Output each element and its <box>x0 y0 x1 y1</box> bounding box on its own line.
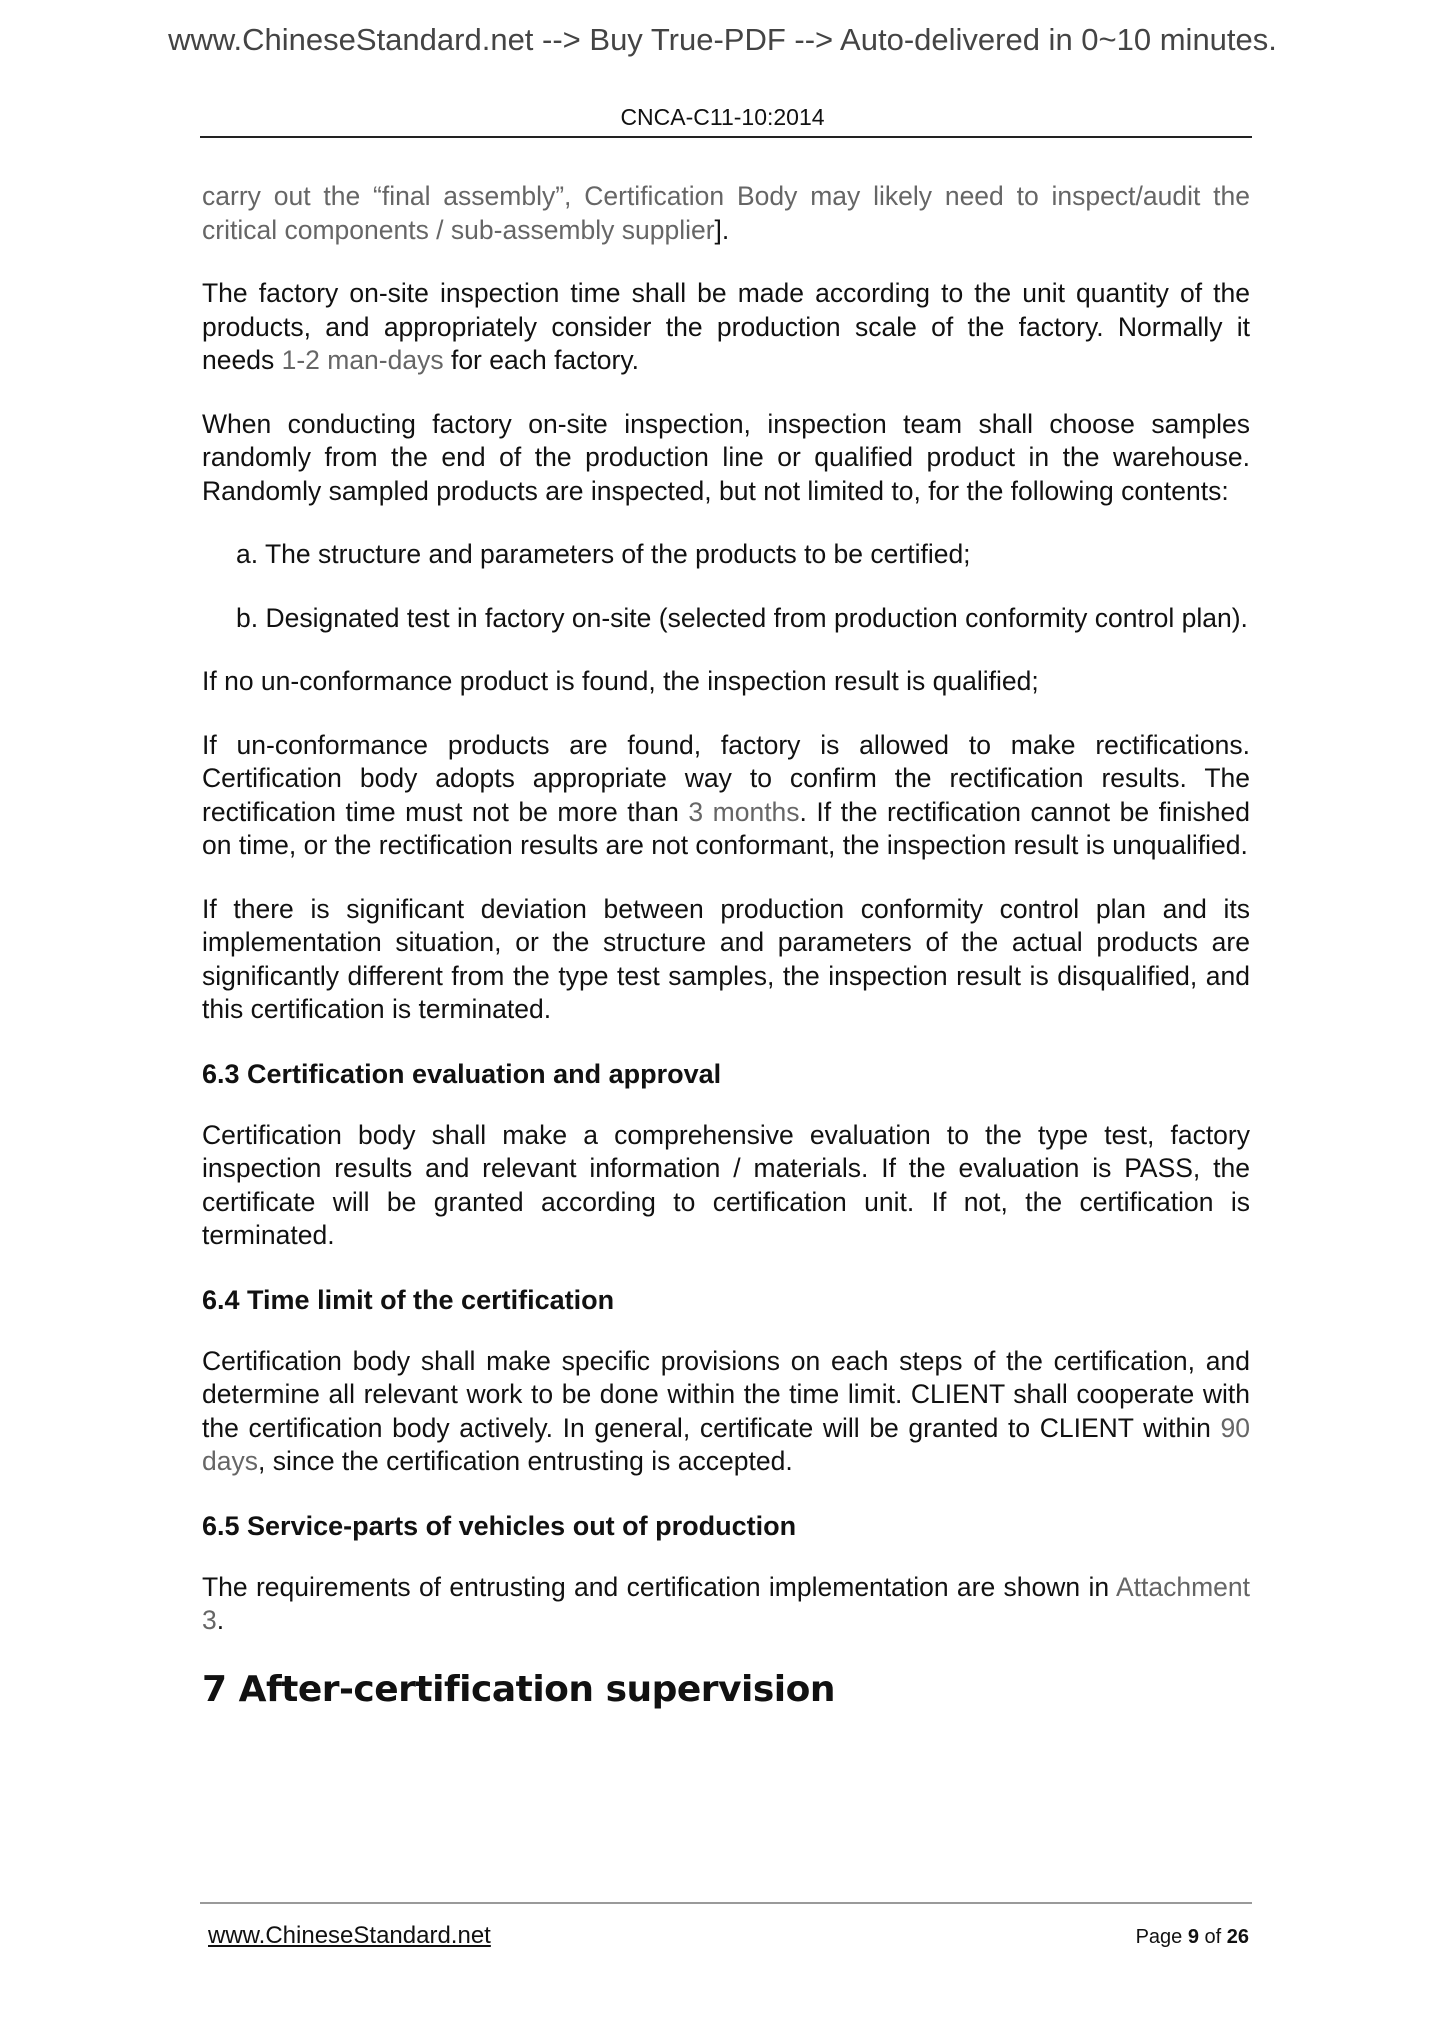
paragraph-text: If un-conformance products are found, factory is allowed to make rectifications. Certification body adopts appropriate way to confirm the rectification results. The rectification time must not be more than <box>202 729 1250 827</box>
section-heading-6-5: 6.5 Service-parts of vehicles out of production <box>202 1510 797 1541</box>
list-item-a: a. The structure and parameters of the products to be certified; <box>236 539 971 569</box>
page-current: 9 <box>1187 1926 1199 1948</box>
paragraph-time-limit <box>202 1345 1250 1479</box>
highlight-man-days: 1-2 man-days <box>281 345 444 375</box>
paragraph-rectification <box>202 729 1250 863</box>
page-of-label: of <box>1198 1926 1227 1948</box>
list-item-b: b. Designated test in factory on-site (selected from production conformity control plan). <box>236 602 1248 633</box>
paragraph-text: , since the certification entrusting is accepted. <box>257 1446 793 1476</box>
section-heading-6-3: 6.3 Certification evaluation and approval <box>202 1058 722 1089</box>
paragraph-qualified: If no un-conformance product is found, the inspection result is qualified; <box>202 666 1039 696</box>
highlight-3-months: 3 months <box>688 796 800 827</box>
paragraph-text: Certification body shall make specific provisions on each steps of the certification, and determine all relevant work to be done within the time limit. CLIENT shall cooperate with the certification body actively. In general, certificate will be granted to CLIENT within <box>202 1345 1250 1443</box>
section-heading-6-4: 6.4 Time limit of the certification <box>202 1284 615 1315</box>
paragraph-text: . If the rectification cannot be finished on time, or the rectification results are not conformant, the inspection result is unqualified. <box>202 796 1250 860</box>
paragraph-sampling: When conducting factory on-site inspection, inspection team shall choose samples randomly from the end of the production line or qualified product in the warehouse. Randomly sampled products are inspected, but not limited to, for the following contents: <box>202 408 1250 506</box>
paragraph-service-parts <box>202 1571 1250 1638</box>
paragraph-text: ]. <box>714 214 730 245</box>
page-content <box>202 180 1250 1712</box>
paragraph-final-assembly <box>202 180 1250 247</box>
paragraph-inspection-time <box>202 277 1250 378</box>
top-banner: www.ChineseStandard.net --> Buy True-PDF --> Auto-delivered in 0~10 minutes. <box>168 22 1277 57</box>
document-code: CNCA-C11-10:2014 <box>620 104 825 130</box>
section-heading-7: 7 After-certification supervision <box>202 1668 835 1710</box>
highlight-90-days: 90 days <box>202 1412 1250 1476</box>
attachment-3-reference[interactable]: Attachment 3 <box>202 1571 1250 1635</box>
page-total: 26 <box>1226 1926 1249 1948</box>
paragraph-text: The factory on-site inspection time shall be made according to the unit quantity of the products, and appropriately consider the production scale of the factory. Normally it needs <box>202 278 1250 375</box>
paragraph-text: The requirements of entrusting and certification implementation are shown in <box>202 1571 1116 1602</box>
paragraph-text: carry out the “final assembly”, Certification Body may likely need to inspect/audit the critical components / sub-assembly supplier <box>202 181 1250 245</box>
page-label: Page <box>1135 1926 1188 1948</box>
header-divider <box>200 136 1252 138</box>
paragraph-evaluation: Certification body shall make a comprehensive evaluation to the type test, factory inspection results and relevant information / materials. If the evaluation is PASS, the certificate will be granted according to certification unit. If not, the certification is terminated. <box>202 1119 1250 1250</box>
paragraph-deviation: If there is significant deviation between production conformity control plan and its implementation situation, or the structure and parameters of the actual products are significantly different from the type test samples, the inspection result is disqualified, and this certification is terminated. <box>202 893 1250 1024</box>
footer-website-link[interactable]: www.ChineseStandard.net <box>208 1922 491 1949</box>
paragraph-text: for each factory. <box>443 345 639 375</box>
paragraph-text: . <box>216 1605 225 1635</box>
page-number <box>1136 1926 1249 1949</box>
footer-divider <box>200 1902 1252 1904</box>
